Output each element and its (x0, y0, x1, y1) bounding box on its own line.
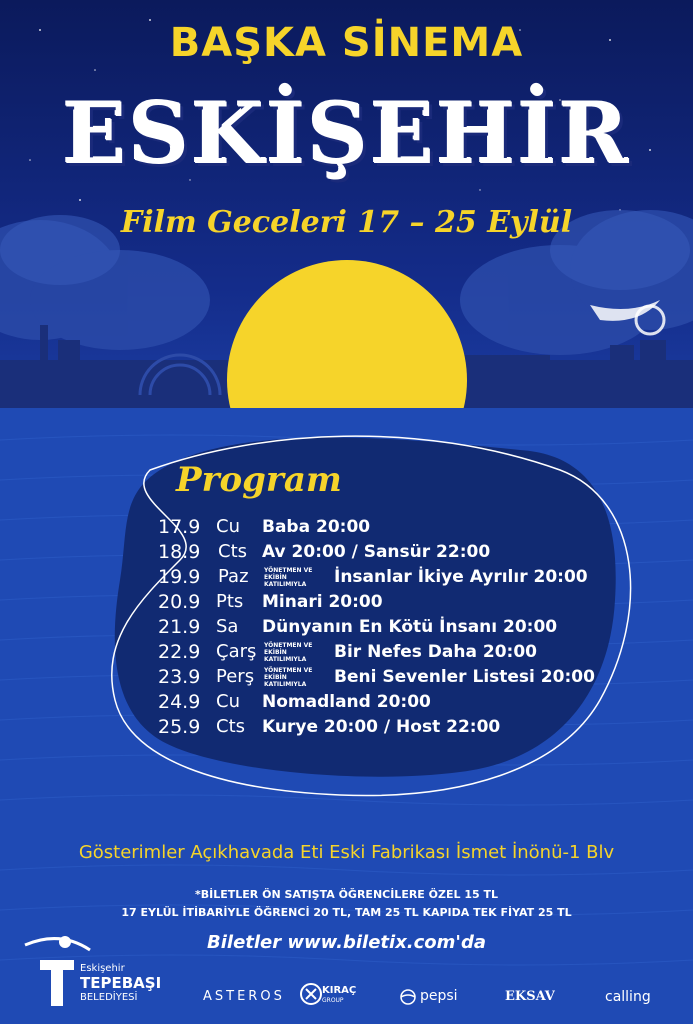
title-top: BAŞKA SİNEMA (169, 20, 524, 66)
row-film: Bir Nefes Daha 20:00 (334, 642, 537, 662)
calling-logo: calling (605, 989, 651, 1005)
row-film: Nomadland 20:00 (262, 692, 431, 712)
row-film: Dünyanın En Kötü İnsanı 20:00 (262, 617, 558, 637)
schedule-row (158, 591, 618, 616)
row-day: Cu (216, 516, 240, 537)
tickets-link[interactable]: Biletler www.biletix.com'da (207, 932, 486, 953)
schedule-row (158, 641, 618, 666)
row-film: Baba 20:00 (262, 517, 371, 537)
row-date: 19.9 (158, 566, 201, 588)
row-day: Sa (216, 616, 239, 637)
row-note: YÖNETMEN VE EKİBİN KATILIMIYLA (264, 567, 313, 588)
schedule-row (158, 666, 618, 691)
row-film: İnsanlar İkiye Ayrılır 20:00 (334, 567, 588, 587)
schedule-row (158, 616, 618, 641)
row-date: 22.9 (158, 641, 201, 663)
pepsi-logo: pepsi (420, 988, 458, 1004)
row-film: Beni Sevenler Listesi 20:00 (334, 667, 595, 687)
venue-text: Gösterimler Açıkhavada Eti Eski Fabrikası İsmet İnönü-1 Blv (78, 842, 615, 863)
row-day: Pts (216, 591, 244, 612)
row-film: Kurye 20:00 / Host 22:00 (262, 717, 501, 737)
row-date: 24.9 (158, 691, 201, 713)
row-day: Cu (216, 691, 240, 712)
kirac-logo: KIRAÇ (322, 985, 357, 996)
subtitle: Film Geceleri 17 – 25 Eylül (120, 205, 573, 240)
row-day: Perş (216, 666, 255, 687)
schedule-row (158, 541, 618, 566)
schedule-row (158, 516, 618, 541)
row-note: YÖNETMEN VE EKİBİN KATILIMIYLA (264, 667, 313, 688)
row-day: Çarş (216, 641, 257, 662)
title-main: ESKİŞEHİR (62, 84, 631, 183)
fine-print-line-1: *BİLETLER ÖN SATIŞTA ÖĞRENCİLERE ÖZEL 15 TL (195, 888, 498, 901)
schedule-row (158, 691, 618, 716)
row-date: 18.9 (158, 541, 201, 563)
kirac-sub: GROUP (322, 997, 344, 1004)
asteros-logo: ASTEROS (203, 989, 285, 1004)
kirac-icon (300, 983, 322, 1005)
program-heading: Program (176, 460, 342, 500)
row-day: Cts (216, 716, 246, 737)
row-date: 17.9 (158, 516, 201, 538)
row-day: Cts (218, 541, 248, 562)
row-film: Av 20:00 / Sansür 22:00 (262, 542, 491, 562)
row-date: 20.9 (158, 591, 201, 613)
pepsi-icon (400, 989, 416, 1005)
row-film: Minari 20:00 (262, 592, 383, 612)
tepebasi-line-3: BELEDİYESİ (80, 992, 138, 1003)
row-date: 21.9 (158, 616, 201, 638)
fine-print-line-2: 17 EYLÜL İTİBARİYLE ÖĞRENCİ 20 TL, TAM 25 TL KAPIDA TEK FİYAT 25 TL (121, 906, 572, 919)
row-day: Paz (218, 566, 249, 587)
sponsor-logos (0, 975, 693, 1015)
eksav-logo: EKSAV (505, 989, 555, 1004)
schedule-row (158, 716, 618, 741)
schedule-list (158, 516, 618, 741)
row-date: 23.9 (158, 666, 201, 688)
row-note: YÖNETMEN VE EKİBİN KATILIMIYLA (264, 642, 313, 663)
tepebasi-line-1: Eskişehir (80, 963, 125, 974)
row-date: 25.9 (158, 716, 201, 738)
tepebasi-line-2: TEPEBAŞI (80, 974, 162, 992)
schedule-row (158, 566, 618, 591)
